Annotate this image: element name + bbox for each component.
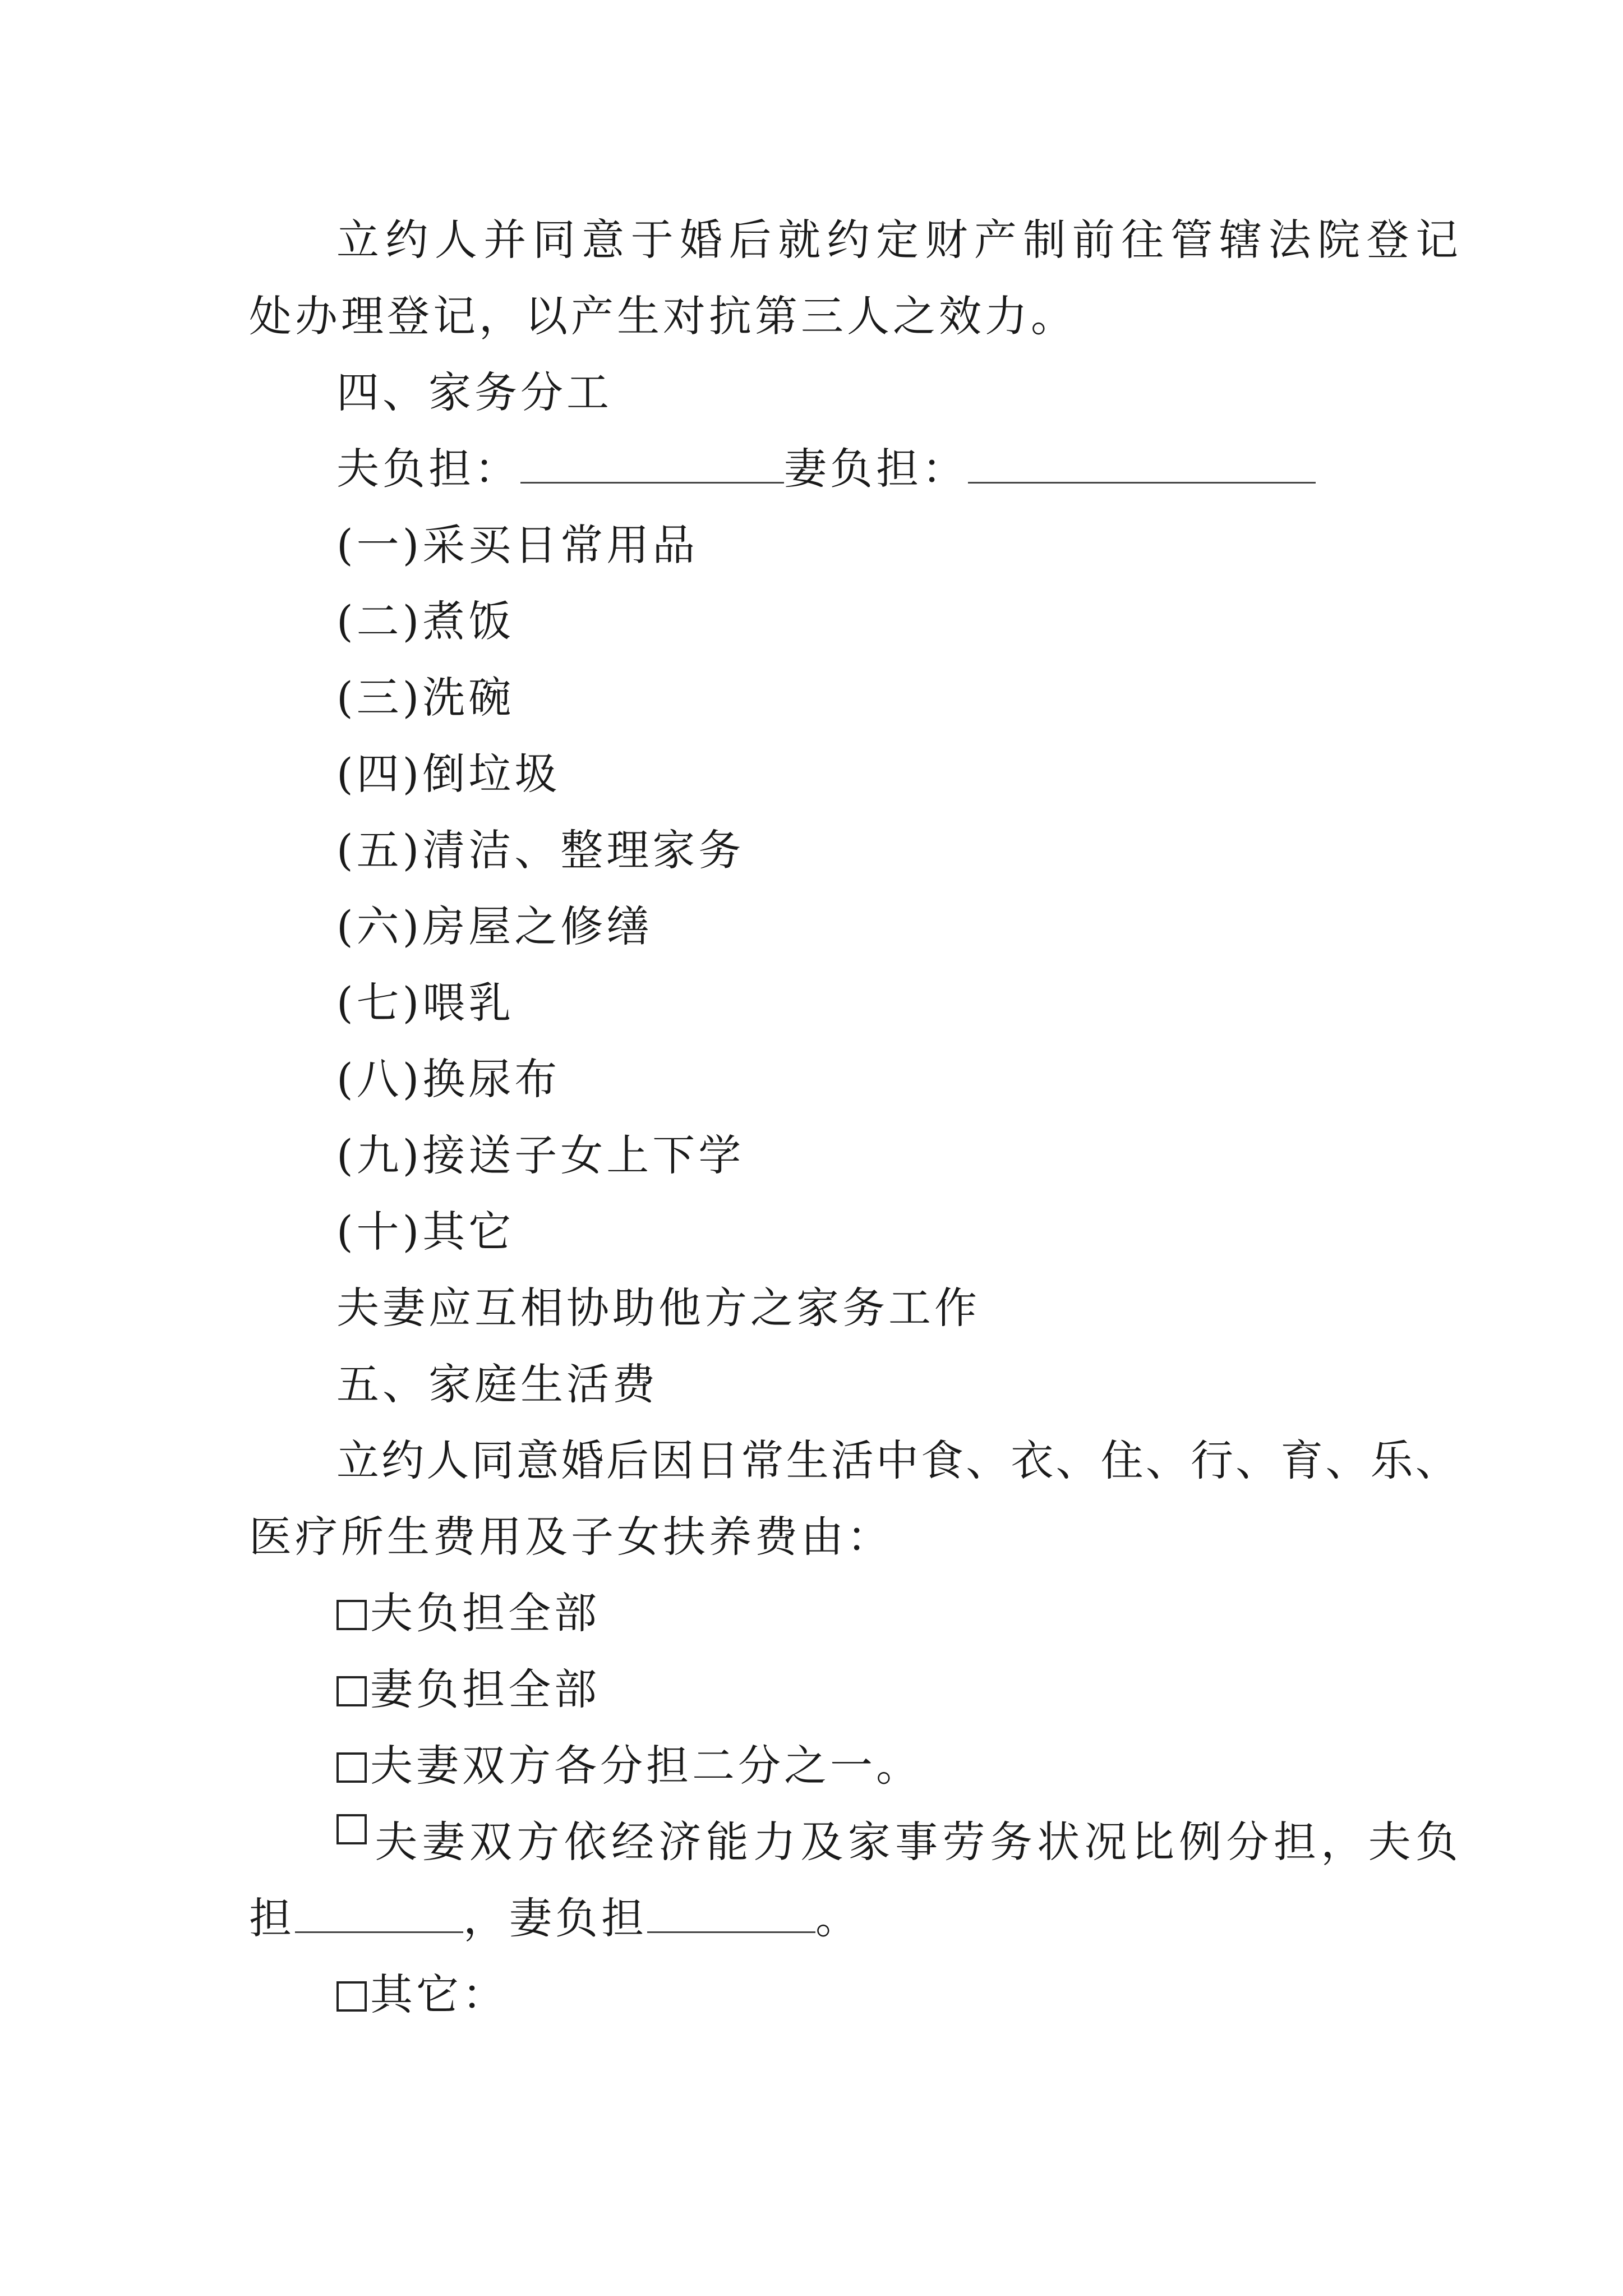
text-char: 辖: [1219, 215, 1262, 265]
text-char: 财: [925, 215, 968, 265]
text-char: 意: [582, 215, 625, 265]
text-char: 、: [1415, 1435, 1458, 1485]
text-char: 登: [1366, 215, 1409, 265]
checkbox-icon[interactable]: [336, 1676, 367, 1706]
text-char: 立: [336, 1435, 379, 1485]
text-char: 、: [966, 1435, 1009, 1485]
text-char: 例: [1179, 1817, 1222, 1867]
text-char: 状: [1037, 1817, 1080, 1867]
wife-label: 妻负担：: [784, 444, 968, 494]
husband-share-blank[interactable]: [295, 1892, 463, 1933]
text-char: 育: [1280, 1435, 1324, 1485]
chore-item: (一)采买日常用品: [336, 520, 699, 570]
text-char: 依: [564, 1817, 607, 1867]
chore-item: (六)房屋之修缮: [336, 901, 653, 951]
text-char: 、: [1235, 1435, 1279, 1485]
text-char: 法: [1268, 215, 1311, 265]
option-label: 夫妻双方各分担二分之一。: [370, 1741, 922, 1791]
chore-item: (七)喂乳: [336, 978, 515, 1028]
text-char: 记: [1415, 215, 1458, 265]
text-char: 婚: [561, 1435, 604, 1485]
text-char: 能: [706, 1817, 749, 1867]
option-proportional-line2: [249, 1890, 861, 1947]
text-char: 立: [336, 215, 379, 265]
text-char: 中: [875, 1435, 919, 1485]
checkbox-icon[interactable]: [336, 1600, 367, 1630]
option-wife-all[interactable]: [336, 1662, 600, 1718]
text-char: 事: [895, 1817, 938, 1867]
chore-item: (十)其它: [336, 1207, 515, 1257]
text-char: 、: [1325, 1435, 1368, 1485]
option4-text-a: 担: [249, 1893, 295, 1943]
text-char: 院: [1317, 215, 1361, 265]
text-char: 务: [989, 1817, 1032, 1867]
section5-heading: 五、家庭生活费: [336, 1359, 658, 1409]
text-char: 常: [741, 1435, 784, 1485]
text-char: 于: [630, 215, 674, 265]
text-char: 日: [696, 1435, 739, 1485]
text-char: 食: [921, 1435, 964, 1485]
text-char: 力: [753, 1817, 796, 1867]
text-char: 况: [1084, 1817, 1127, 1867]
chore-item: (八)换尿布: [336, 1054, 561, 1104]
text-char: ，: [1321, 1817, 1364, 1867]
text-char: 、: [1055, 1435, 1099, 1485]
text-char: 负: [1415, 1817, 1458, 1867]
husband-blank[interactable]: [520, 443, 784, 484]
text-char: 产: [974, 215, 1017, 265]
text-char: 乐: [1370, 1435, 1413, 1485]
section4-closing: 夫妻应互相协助他方之家务工作: [336, 1283, 980, 1333]
husband-label: 夫负担：: [336, 444, 520, 494]
chore-item: (三)洗碗: [336, 673, 515, 723]
text-char: 经: [611, 1817, 654, 1867]
text-char: 后: [606, 1435, 649, 1485]
text-char: 双: [469, 1817, 513, 1867]
text-char: 婚: [680, 215, 723, 265]
para1-line1: [336, 212, 1458, 268]
text-char: 人: [426, 1435, 469, 1485]
text-char: 同: [471, 1435, 514, 1485]
wife-share-blank[interactable]: [647, 1892, 815, 1933]
option-label: 妻负担全部: [370, 1664, 600, 1714]
text-char: 就: [778, 215, 821, 265]
text-char: 夫: [375, 1817, 418, 1867]
text-char: 家: [847, 1817, 891, 1867]
text-char: 后: [728, 215, 772, 265]
text-char: 衣: [1011, 1435, 1054, 1485]
text-char: 生: [786, 1435, 829, 1485]
section5-intro-line1: [336, 1433, 1458, 1489]
para1-line2: 处办理登记，以产生对抗第三人之效力。: [249, 291, 1077, 341]
option-husband-all[interactable]: [336, 1585, 600, 1641]
text-char: 约: [827, 215, 870, 265]
option-label: 夫负担全部: [370, 1588, 600, 1638]
text-char: 并: [483, 215, 527, 265]
option4-text-c: 。: [815, 1893, 861, 1943]
text-char: 劳: [942, 1817, 985, 1867]
text-char: 往: [1121, 215, 1164, 265]
text-char: 济: [658, 1817, 702, 1867]
chore-item: (四)倒垃圾: [336, 749, 561, 799]
text-char: 约: [385, 215, 428, 265]
text-char: 行: [1190, 1435, 1233, 1485]
division-line: [336, 441, 1316, 497]
section5-intro-line2: 医疗所生费用及子女扶养费由：: [249, 1512, 893, 1562]
text-char: 因: [651, 1435, 694, 1485]
option-label: 其它：: [370, 1970, 508, 2019]
chore-item: (九)接送子女上下学: [336, 1130, 745, 1180]
text-char: 分: [1226, 1817, 1269, 1867]
text-char: 活: [831, 1435, 874, 1485]
option-proportional-line1[interactable]: [336, 1814, 1458, 1870]
text-char: 人: [434, 215, 477, 265]
text-char: 定: [875, 215, 919, 265]
option-other[interactable]: [336, 1967, 508, 2023]
text-char: 住: [1100, 1435, 1144, 1485]
text-char: 管: [1170, 215, 1213, 265]
text-char: 意: [516, 1435, 559, 1485]
text-char: 、: [1145, 1435, 1188, 1485]
text-char: 前: [1072, 215, 1115, 265]
checkbox-icon[interactable]: [336, 1814, 367, 1844]
text-char: 方: [517, 1817, 560, 1867]
text-char: 夫: [1368, 1817, 1411, 1867]
chore-item: (二)煮饭: [336, 596, 515, 646]
text-char: 同: [532, 215, 575, 265]
checkbox-icon[interactable]: [336, 1752, 367, 1783]
option4-text-b: ，妻负担: [463, 1893, 647, 1943]
text-char: 比: [1131, 1817, 1174, 1867]
option-half-each[interactable]: [336, 1738, 922, 1794]
section4-heading: 四、家务分工: [336, 367, 612, 417]
text-char: 约: [381, 1435, 425, 1485]
text-char: 妻: [422, 1817, 465, 1867]
text-char: 制: [1023, 215, 1066, 265]
wife-blank[interactable]: [968, 443, 1316, 484]
checkbox-icon[interactable]: [336, 1981, 367, 2012]
text-char: 及: [800, 1817, 843, 1867]
text-char: 担: [1273, 1817, 1316, 1867]
chore-item: (五)清洁、整理家务: [336, 825, 745, 875]
